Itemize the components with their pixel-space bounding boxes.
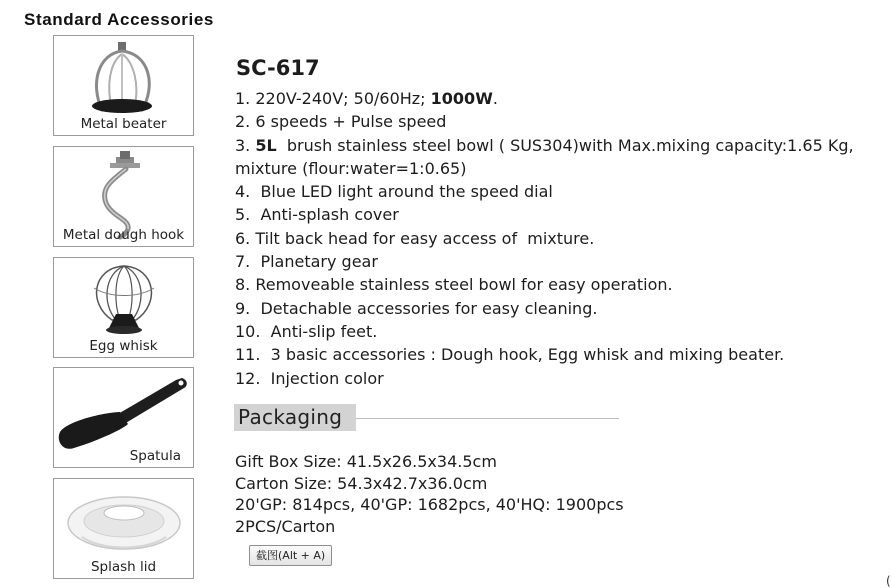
accessory-metal-beater: [53, 35, 194, 136]
feature-item: 2. 6 speeds + Pulse speed: [235, 112, 447, 132]
accessory-splash-lid: [53, 478, 194, 579]
packaging-line: 20'GP: 814pcs, 40'GP: 1682pcs, 40'HQ: 1900pcs: [235, 495, 624, 515]
accessory-label: Metal beater: [80, 116, 167, 132]
feature-item: 11. 3 basic accessories : Dough hook, Egg whisk and mixing beater.: [235, 345, 785, 365]
accessory-spatula: [53, 367, 194, 468]
model-number: SC-617: [236, 56, 320, 80]
accessory-label: Metal dough hook: [62, 227, 185, 243]
feature-item: 1. 220V-240V; 50/60Hz; 1000W.: [235, 89, 498, 108]
packaging-line: 2PCS/Carton: [235, 517, 336, 537]
accessory-egg-whisk: [53, 257, 194, 358]
edge-glyph: (: [886, 574, 891, 588]
feature-item: 10. Anti-slip feet.: [235, 321, 378, 341]
packaging-heading: [234, 404, 356, 431]
accessory-label: Egg whisk: [89, 338, 158, 354]
packaging-divider: [356, 418, 619, 419]
accessory-label: Spatula: [129, 448, 181, 464]
feature-item: 6. Tilt back head for easy access of mixture.: [235, 228, 595, 248]
standard-accessories-heading: Standard Accessories: [24, 10, 214, 29]
feature-item: 7. Planetary gear: [235, 252, 378, 272]
feature-item: 12. Injection color: [235, 368, 384, 388]
accessory-dough-hook: [53, 146, 194, 247]
packaging-details: [235, 451, 624, 538]
packaging-title: Packaging: [238, 405, 343, 429]
packaging-line: Carton Size: 54.3x42.7x36.0cm: [235, 473, 488, 493]
feature-item: 8. Removeable stainless steel bowl for easy operation.: [235, 275, 673, 295]
screenshot-button[interactable]: 截图(Alt + A): [249, 545, 332, 566]
accessory-label: Splash lid: [90, 559, 157, 575]
feature-item: 5. Anti-splash cover: [235, 205, 399, 225]
feature-item: 9. Detachable accessories for easy cleaning.: [235, 298, 598, 318]
feature-item: mixture (flour:water=1:0.65): [235, 158, 467, 178]
feature-item: 4. Blue LED light around the speed dial: [235, 182, 553, 202]
feature-item: 3. 5L brush stainless steel bowl ( SUS304)with Max.mixing capacity:1.65 Kg,: [235, 135, 854, 155]
feature-list: [235, 87, 892, 390]
packaging-line: Gift Box Size: 41.5x26.5x34.5cm: [235, 452, 497, 471]
